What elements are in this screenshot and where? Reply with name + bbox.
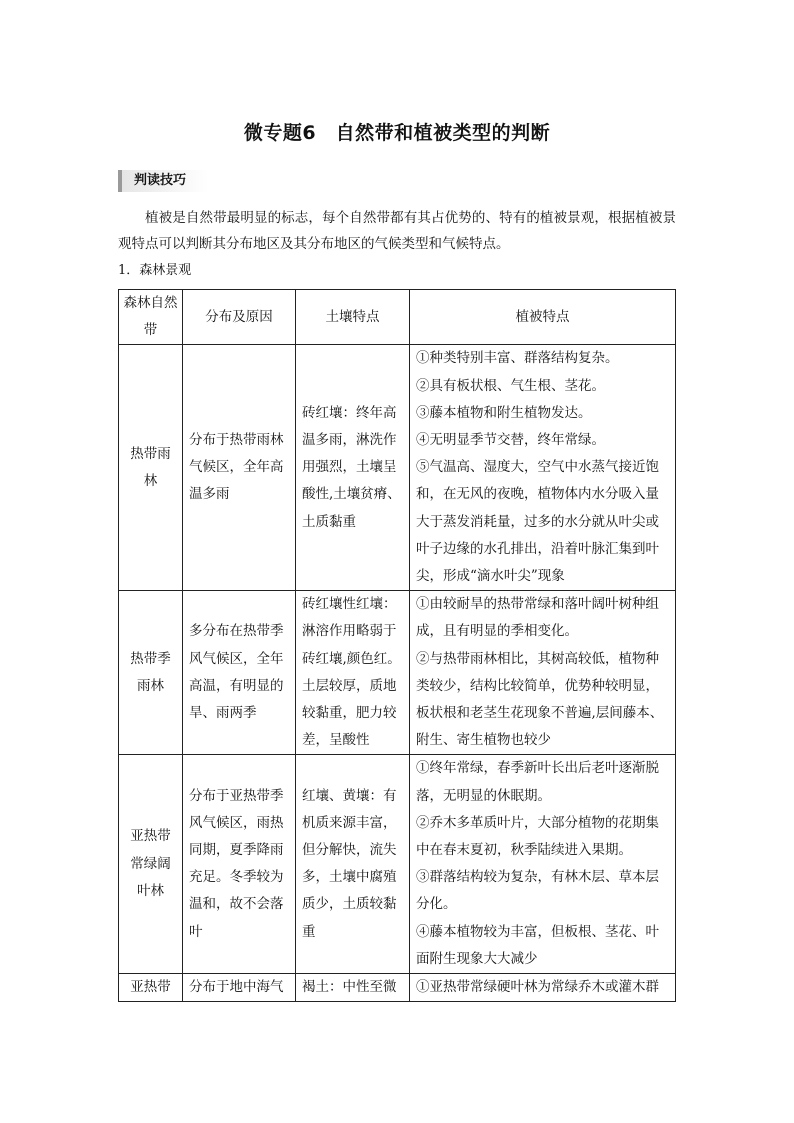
vegetation-point: ⑤气温高、湿度大，空气中水蒸气接近饱和，在无风的夜晚，植物体内水分吸入量大于蒸发消耗量，过多的水分就从叶尖或叶子边缘的水孔排出，沿着叶脉汇集到叶尖，形成“滴水叶尖”现象	[416, 459, 659, 585]
soil-cell: 红壤、黄壤：有机质来源丰富，但分解快，流失多，土壤中腐殖质少，土质较黏重	[296, 755, 410, 974]
distribution-cell: 分布于地中海气	[183, 974, 296, 1002]
subheading: 1．森林景观	[118, 263, 192, 278]
forest-zone-table	[118, 289, 676, 1002]
intro-paragraph: 植被是自然带最明显的标志，每个自然带都有其占优势的、特有的植被景观，根据植被景观特点可以判断其分布地区及其分布地区的气候类型和气候特点。	[118, 210, 676, 252]
table-row	[119, 755, 676, 974]
section-tag-label: 判读技巧	[134, 173, 187, 188]
vegetation-point: ①种类特别丰富、群落结构复杂。	[416, 350, 619, 367]
vegetation-point: ④藤本植物较为丰富，但板根、茎花、叶面附生现象大大减少	[416, 923, 659, 967]
table-row	[119, 345, 676, 591]
vegetation-cell	[410, 755, 676, 974]
soil-cell: 砖红壤：终年高温多雨，淋洗作用强烈，土壤呈酸性,土壤贫瘠、土质黏重	[296, 345, 410, 591]
vegetation-point: ①由较耐旱的热带常绿和落叶阔叶树种组成，且有明显的季相变化。	[416, 596, 659, 640]
vegetation-cell: ①亚热带常绿硬叶林为常绿乔木或灌木群	[410, 974, 676, 1002]
header-vegetation: 植被特点	[410, 290, 676, 345]
vegetation-cell	[410, 345, 676, 591]
header-distribution: 分布及原因	[183, 290, 296, 345]
vegetation-point: ②乔木多革质叶片，大部分植物的花期集中在春末夏初，秋季陆续进入果期。	[416, 814, 659, 859]
distribution-cell: 分布于亚热带季风气候区，雨热同期，夏季降雨充足。冬季较为温和，故不会落叶	[183, 755, 296, 974]
soil-cell: 砖红壤性红壤：淋溶作用略弱于砖红壤,颜色红。土层较厚，质地较黏重，肥力较差，呈酸性	[296, 591, 410, 755]
section-tag	[118, 170, 208, 192]
vegetation-point: ④无明显季节交替，终年常绿。	[416, 432, 605, 449]
vegetation-point: ②与热带雨林相比，其树高较低，植物种类较少，结构比较简单，优势种较明显，板状根和老茎生花现象不普遍,层间藤本、附生、寄生植物也较少	[416, 650, 664, 749]
zone-cell: 亚热带常绿阔叶林	[119, 755, 183, 974]
distribution-cell: 分布于热带雨林气候区，全年高温多雨	[183, 345, 296, 591]
vegetation-point: ②具有板状根、气生根、茎花。	[416, 377, 605, 394]
page-title: 微专题6 自然带和植被类型的判断	[243, 122, 551, 144]
header-zone: 森林自然带	[119, 290, 183, 345]
zone-cell: 热带季雨林	[119, 591, 183, 755]
soil-cell: 褐土：中性至微	[296, 974, 410, 1002]
vegetation-point: ①终年常绿，春季新叶长出后老叶逐渐脱落，无明显的休眠期。	[416, 760, 659, 804]
vegetation-point: ③藤本植物和附生植物发达。	[416, 404, 592, 421]
vegetation-cell	[410, 591, 676, 755]
table-row	[119, 591, 676, 755]
zone-cell: 热带雨林	[119, 345, 183, 591]
table-header-row	[119, 290, 676, 345]
distribution-cell: 多分布在热带季风气候区，全年高温，有明显的旱、雨两季	[183, 591, 296, 755]
vegetation-point: ③群落结构较为复杂，有林木层、草本层分化。	[416, 869, 659, 913]
table-row	[119, 974, 676, 1002]
header-soil: 土壤特点	[296, 290, 410, 345]
zone-cell: 亚热带	[119, 974, 183, 1002]
